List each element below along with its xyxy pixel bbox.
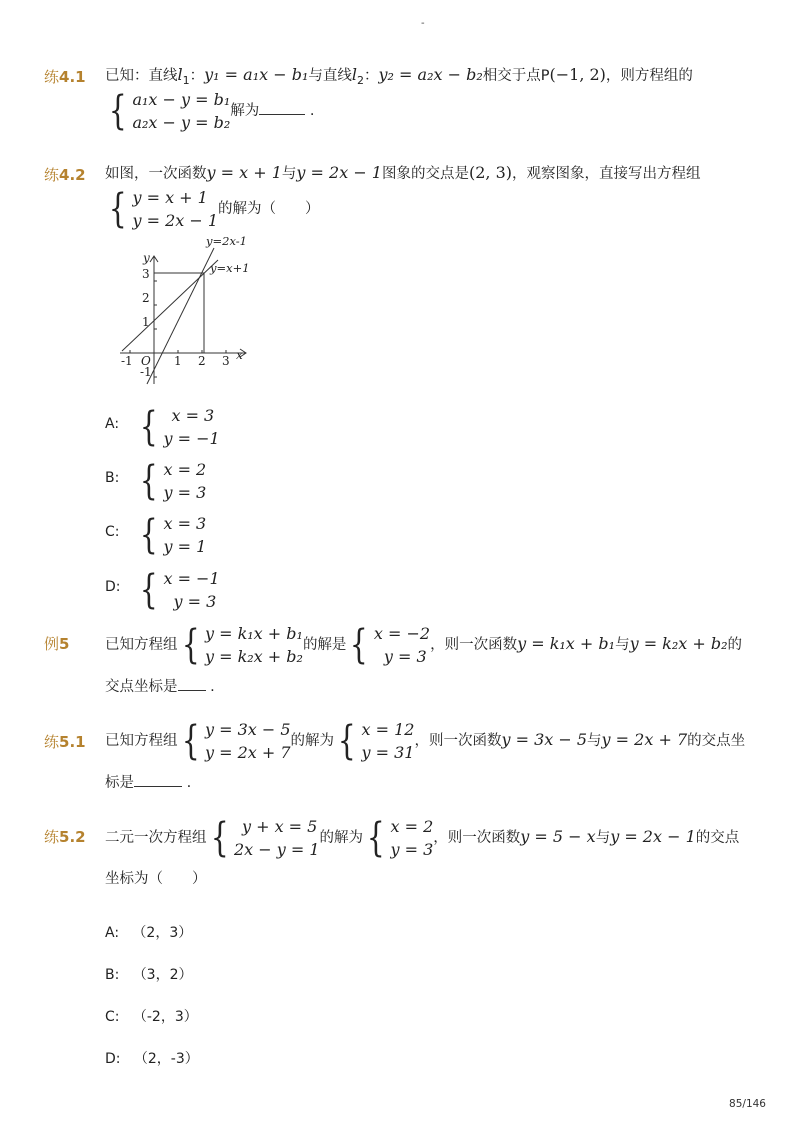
solution-system: { x = 2 y = 3 <box>366 815 434 861</box>
ytick-1: 1 <box>142 315 150 329</box>
ytick-neg1: -1 <box>140 365 152 379</box>
answer-blank <box>134 772 182 787</box>
problem-label-5-1: 练5.1 <box>44 733 86 751</box>
option-a[interactable]: { x = 3 y = −1 <box>139 404 220 450</box>
option-b-label: B: <box>105 470 120 486</box>
equation-system: { y = x + 1 y = 2x − 1 <box>108 186 219 232</box>
problem-4-1-line1: 已知：直线$l_1$：y₁ = a₁x − b₁与直线$l_2$：y₂ = a₂x − b₂相交于点P(−1, 2)，则方程组的 <box>105 65 693 87</box>
option-d[interactable]: D: （2，-3） <box>105 1051 199 1067</box>
option-a[interactable]: A: （2，3） <box>105 925 193 941</box>
ytick-3: 3 <box>142 267 150 281</box>
xtick-neg1: -1 <box>121 354 133 368</box>
example-5-line2: 交点坐标是 . <box>105 676 215 698</box>
option-c[interactable]: C: （-2，3） <box>105 1009 198 1025</box>
option-c[interactable]: { x = 3 y = 1 <box>139 512 207 558</box>
equation-l2: y₂ = a₂x − b₂ <box>378 65 483 84</box>
problem-label-4-2: 练4.2 <box>44 166 86 184</box>
answer-blank <box>259 100 305 115</box>
xtick-2: 2 <box>198 354 206 368</box>
x-axis-label: x <box>236 348 243 362</box>
problem-5-1-line2: 标是 . <box>105 772 191 794</box>
option-d[interactable]: { x = −1 y = 3 <box>139 567 220 613</box>
equation-system: { a₁x − y = b₁ a₂x − y = b₂ <box>108 88 231 134</box>
option-a-label: A: <box>105 416 120 432</box>
xtick-1: 1 <box>174 354 182 368</box>
label-line-2x-minus-1: y=2x-1 <box>206 234 247 248</box>
top-mark: - <box>421 18 425 29</box>
problem-4-2-line1: 如图，一次函数y = x + 1与y = 2x − 1图象的交点是(2, 3)，观察图象，直接写出方程组 <box>105 163 701 182</box>
example-5-line1: 已知方程组 { y = k₁x + b₁ y = k₂x + b₂ 的解是 { x = −2 y = 3 ，则一次函数y = k₁x + b₁与y = k₂x + b₂的 <box>105 622 743 668</box>
solution-system: { x = −2 y = 3 <box>350 622 431 668</box>
xtick-3: 3 <box>222 354 230 368</box>
origin-label: O <box>141 354 151 368</box>
problem-5-2-line2: 坐标为（ ） <box>105 871 207 887</box>
answer-blank <box>178 676 206 691</box>
ytick-2: 2 <box>142 291 150 305</box>
option-b[interactable]: B: （3，2） <box>105 967 193 983</box>
problem-label-4-1: 练4.1 <box>44 68 86 86</box>
equation-system: { y = 3x − 5 y = 2x + 7 <box>181 718 291 764</box>
equation-l1: y₁ = a₁x − b₁ <box>204 65 309 84</box>
problem-5-1-line1: 已知方程组 { y = 3x − 5 y = 2x + 7 的解为 { x = 12 y = 31 ，则一次函数y = 3x − 5与y = 2x + 7的交点坐 <box>105 718 746 764</box>
equation-system: { y + x = 5 2x − y = 1 <box>210 815 320 861</box>
option-c-label: C: <box>105 524 120 540</box>
problem-4-1-line2: { a₁x − y = b₁ a₂x − y = b₂ 解为 . <box>105 88 315 134</box>
problem-5-2-line1: 二元一次方程组 { y + x = 5 2x − y = 1 的解为 { x = 2 y = 3 ，则一次函数y = 5 − x与y = 2x − 1的交点 <box>105 815 740 861</box>
problem-label-5-2: 练5.2 <box>44 828 86 846</box>
solution-system: { x = 12 y = 31 <box>337 718 415 764</box>
option-b[interactable]: { x = 2 y = 3 <box>139 458 207 504</box>
option-d-label: D: <box>105 579 121 595</box>
y-axis-label: y <box>143 251 150 265</box>
point-p: (−1, 2) <box>549 65 606 84</box>
page-number: 85/146 <box>729 1098 766 1110</box>
equation-system: { y = k₁x + b₁ y = k₂x + b₂ <box>181 622 303 668</box>
example-label-5: 例5 <box>44 635 70 653</box>
function-graph <box>112 234 262 386</box>
label-line-x-plus-1: y=x+1 <box>210 261 250 275</box>
problem-4-2-line2: { y = x + 1 y = 2x − 1 的解为（ ） <box>105 186 320 232</box>
